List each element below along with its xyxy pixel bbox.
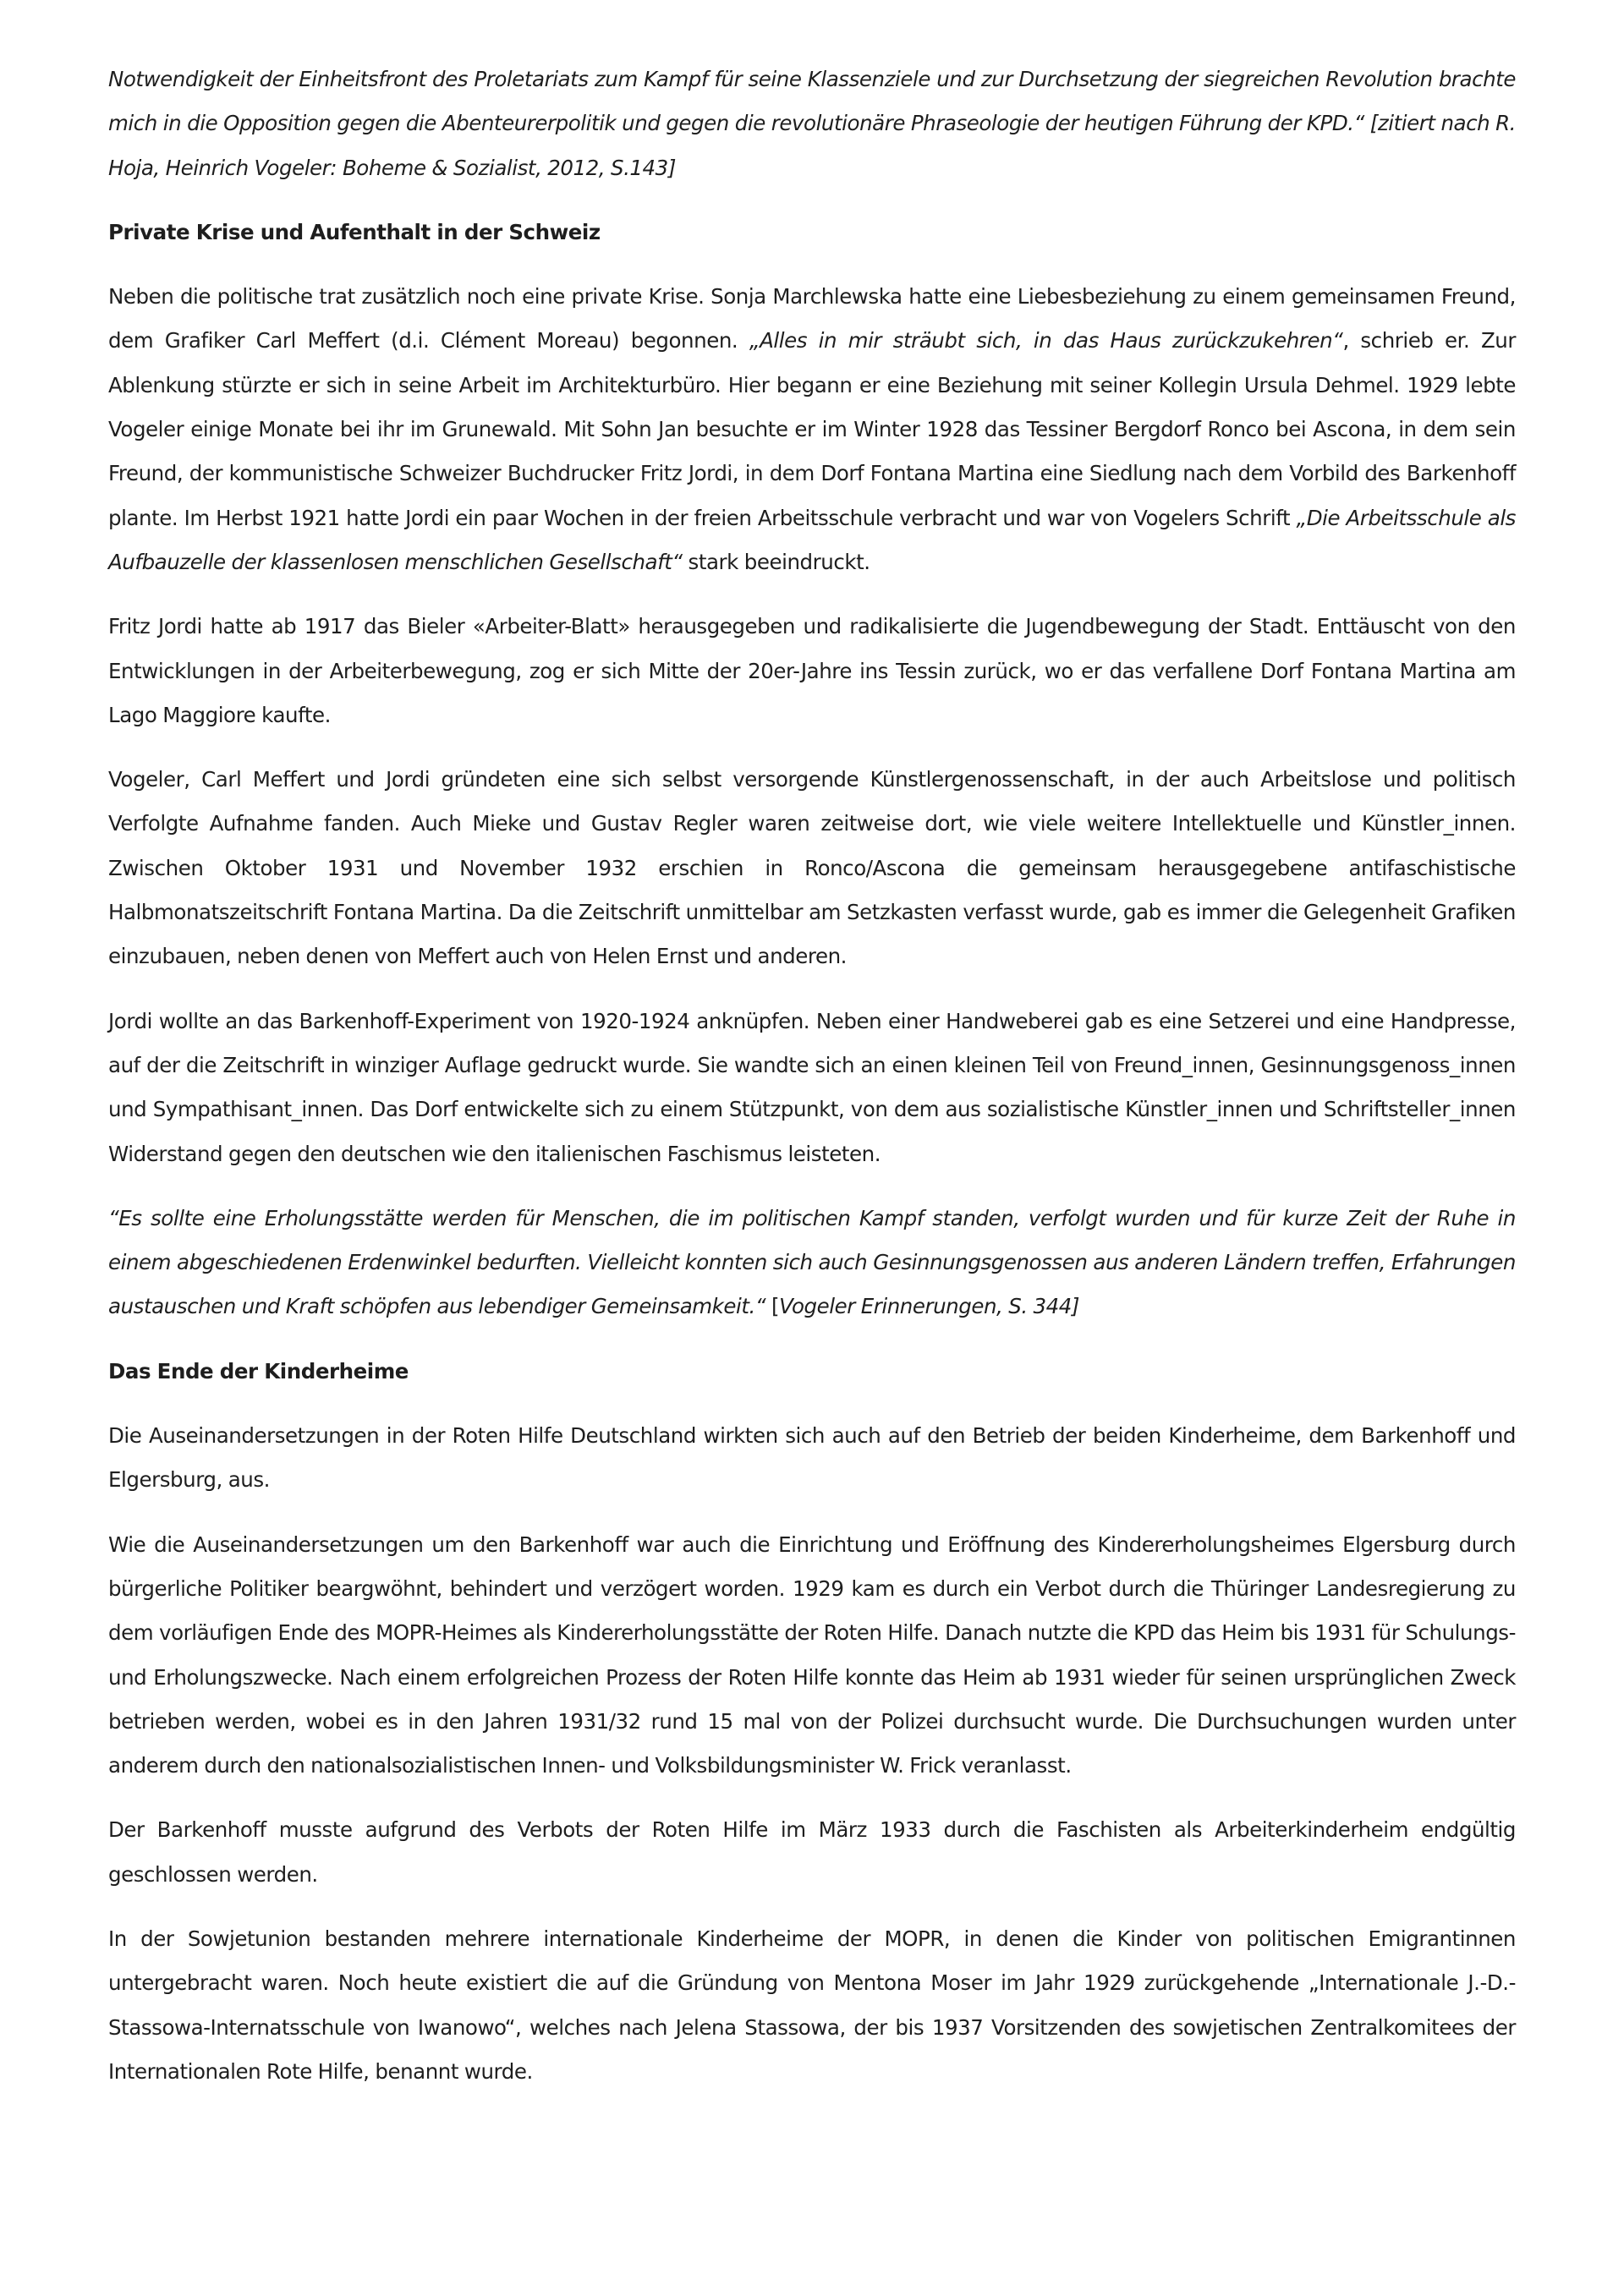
text-run: In der Sowjetunion bestanden mehrere internationale Kinderheime der MOPR, in denen die Kinder von politischen Emigrantinnen untergebracht waren. Noch heute existiert die auf die Gründung von Mentona Moser im Jahr 1929 zurückgehende „Internationale J.-D.-Stassowa-Internatsschule von Iwanowo“, welches nach Jelena Stassowa, der bis 1937 Vorsitzenden des sowjetischen Zentralkomitees der Internationalen Rote Hilfe, benannt wurde. [108, 1926, 1516, 2084]
italic-text-run: “Es sollte eine Erholungsstätte werden für Menschen, die im politischen Kampf standen, verfolgt wurden und für kurze Zeit der Ruhe in einem abgeschiedenen Erdenwinkel bedurften. Vielleicht konnten sich auch Gesinnungsgenossen aus anderen Ländern treffen, Erfahrungen austauschen und Kraft schöpfen aus lebendiger Gemeinsamkeit.“ [108, 1205, 1516, 1319]
text-run: Die Auseinandersetzungen in der Roten Hilfe Deutschland wirkten sich auch auf den Betrieb der beiden Kinderheime, dem Barkenhoff und Elgersburg, aus. [108, 1423, 1516, 1493]
text-run: Wie die Auseinandersetzungen um den Barkenhoff war auch die Einrichtung und Eröffnung des Kindererholungsheimes Elgersburg durch bürgerliche Politiker beargwöhnt, behindert und verzögert worden. 1929 kam es durch ein Verbot durch die Thüringer Landesregierung zu dem vorläufigen Ende des MOPR-Heimes als Kindererholungsstätte der Roten Hilfe. Danach nutzte die KPD das Heim bis 1931 für Schulungs- und Erholungszwecke. Nach einem erfolgreichen Prozess der Roten Hilfe konnte das Heim ab 1931 wieder für seinen ursprünglichen Zweck betrieben werden, wobei es in den Jahren 1931/32 rund 15 mal von der Polizei durchsucht wurde. Die Durchsuchungen wurden unter anderem durch den nationalsozialistischen Innen- und Volksbildungsminister W. Frick veranlasst. [108, 1532, 1516, 1778]
text-run: Vogeler, Carl Meffert und Jordi gründeten eine sich selbst versorgende Künstlergenossenschaft, in der auch Arbeitslose und politisch Verfolgte Aufnahme fanden. Auch Mieke und Gustav Regler waren zeitweise dort, wie viele weitere Intellektuelle und Künstler_innen. Zwischen Oktober 1931 und November 1932 erschien in Ronco/Ascona die gemeinsam herausgegebene antifaschistische Halbmonatszeitschrift Fontana Martina. Da die Zeitschrift unmittelbar am Setzkasten verfasst wurde, gab es immer die Gelegenheit Grafiken einzubauen, neben denen von Meffert auch von Helen Ernst und anderen. [108, 767, 1516, 969]
paragraph [108, 1000, 1516, 1176]
text-run: [ [765, 1294, 780, 1319]
text-run: stark beeindruckt. [682, 549, 870, 574]
text-run: Fritz Jordi hatte ab 1917 das Bieler «Arbeiter-Blatt» herausgegeben und radikalisierte die Jugendbewegung der Stadt. Enttäuscht von den Entwicklungen in der Arbeiterbewegung, zog er sich Mitte der 20er-Jahre ins Tessin zurück, wo er das verfallene Dorf Fontana Martina am Lago Maggiore kaufte. [108, 614, 1516, 727]
paragraph [108, 1197, 1516, 1329]
paragraph [108, 58, 1516, 190]
text-run: Jordi wollte an das Barkenhoff-Experiment von 1920-1924 anknüpfen. Neben einer Handweberei gab es eine Setzerei und eine Handpresse, auf der die Zeitschrift in winziger Auflage gedruckt wurde. Sie wandte sich an einen kleinen Teil von Freund_innen, Gesinnungsgenoss_innen und Sympathisant_innen. Das Dorf entwickelte sich zu einem Stützpunkt, von dem aus sozialistische Künstler_innen und Schriftsteller_innen Widerstand gegen den deutschen wie den italienischen Faschismus leisteten. [108, 1008, 1516, 1166]
paragraph [108, 1917, 1516, 2094]
text-run: Neben die politische trat zusätzlich noch eine private Krise. Sonja Marchlewska hatte eine Liebesbeziehung zu einem gemeinsamen Freund, dem Grafiker Carl Meffert (d.i. Clément Moreau) begonnen. [108, 284, 1516, 353]
paragraph [108, 1414, 1516, 1503]
section-heading: Das Ende der Kinderheime [108, 1358, 409, 1384]
paragraph [108, 1808, 1516, 1897]
section-heading: Private Krise und Aufenthalt in der Schweiz [108, 219, 601, 244]
paragraph [108, 605, 1516, 737]
italic-text-run: „Alles in mir sträubt sich, in das Haus zurückzukehren“ [749, 328, 1343, 353]
italic-text-run: Notwendigkeit der Einheitsfront des Proletariats zum Kampf für seine Klassenziele und zur Durchsetzung der siegreichen Revolution brachte mich in die Opposition gegen die Abenteurerpolitik und gegen die revolutionäre Phraseologie der heutigen Führung der KPD.“ [zitiert nach R. Hoja, Heinrich Vogeler: Boheme & Sozialist, 2012, S.143] [108, 67, 1516, 180]
text-run: Der Barkenhoff musste aufgrund des Verbots der Roten Hilfe im März 1933 durch die Faschisten als Arbeiterkinderheim endgültig geschlossen werden. [108, 1817, 1516, 1887]
paragraph [108, 758, 1516, 978]
italic-text-run: Vogeler Erinnerungen, S. 344] [779, 1294, 1080, 1319]
document-page [108, 58, 1516, 2114]
paragraph [108, 275, 1516, 584]
text-run: , schrieb er. Zur Ablenkung stürzte er sich in seine Arbeit im Architekturbüro. Hier begann er eine Beziehung mit seiner Kollegin Ursula Dehmel. 1929 lebte Vogeler einige Monate bei ihr im Grunewald. Mit Sohn Jan besuchte er im Winter 1928 das Tessiner Bergdorf Ronco bei Ascona, in dem sein Freund, der kommunistische Schweizer Buchdrucker Fritz Jordi, in dem Dorf Fontana Martina eine Siedlung nach dem Vorbild des Barkenhoff plante. Im Herbst 1921 hatte Jordi ein paar Wochen in der freien Arbeitsschule verbracht und war von Vogelers Schrift [108, 328, 1517, 530]
paragraph [108, 1523, 1516, 1789]
italic-text-run: „Die Arbeitsschule als Aufbauzelle der klassenlosen menschlichen Gesellschaft“ [108, 505, 1516, 574]
